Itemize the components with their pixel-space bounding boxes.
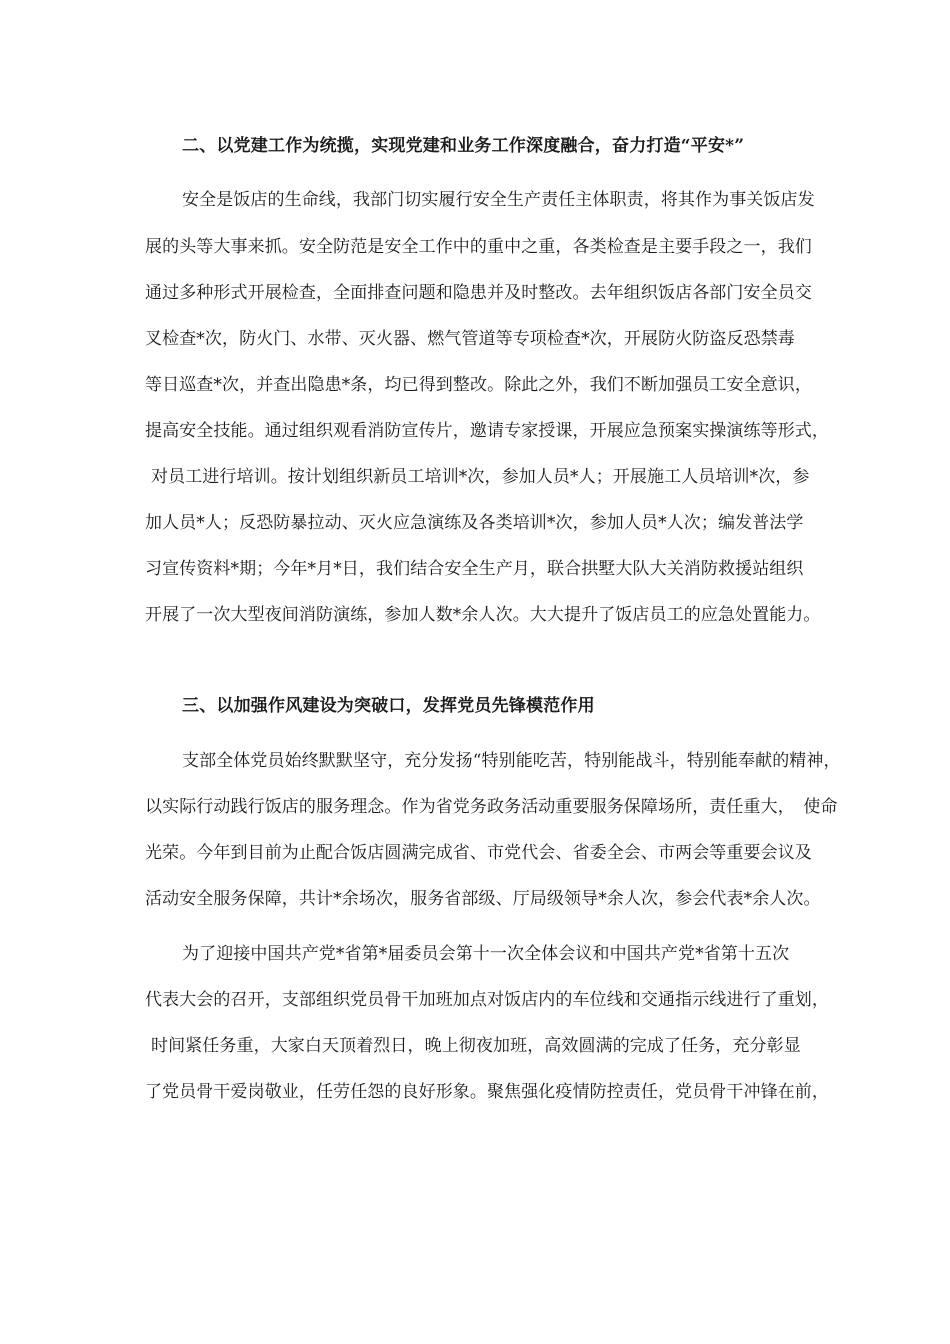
paragraph-line: 提高安全技能。通过组织观看消防宣传片，邀请专家授课，开展应急预案实操演练等形式， [145,421,829,441]
paragraph-line: 加人员*人；反恐防暴拉动、灭火应急演练及各类培训*次，参加人员*人次；编发普法学 [145,513,804,533]
paragraph-line: 开展了一次大型夜间消防演练，参加人数*余人次。大大提升了饭店员工的应急处置能力。 [145,605,821,625]
paragraph-line: 展的头等大事来抓。安全防范是安全工作中的重中之重，各类检查是主要手段之一，我们 [145,237,812,257]
paragraph-line: 代表大会的召开，支部组织党员骨干加班加点对饭店内的车位线和交通指示线进行了重划， [145,990,829,1010]
paragraph-line: 光荣。今年到目前为止配合饭店圆满完成省、市党代会、省委全会、市两会等重要会议及 [145,843,812,863]
paragraph-line: 习宣传资料*期；今年*月*日，我们结合安全生产月，联合拱墅大队大关消防救援站组织 [145,559,804,579]
paragraph-line: 活动安全服务保障，共计*余场次，服务省部级、厅局级领导*余人次，参会代表*余人次。 [145,889,821,909]
paragraph-line: 时间紧任务重，大家白天顶着烈日，晚上彻夜加班，高效圆满的完成了任务，充分彰显 [151,1036,801,1056]
paragraph-line: 等日巡查*次，并查出隐患*条，均已得到整改。除此之外，我们不断加强员工安全意识， [145,375,812,395]
section-2-heading: 二、以党建工作为统揽，实现党建和业务工作深度融合，奋力打造“平安*” [182,136,745,156]
section-3-heading: 三、以加强作风建设为突破口，发挥党员先锋模范作用 [182,696,595,716]
paragraph-line: 了党员骨干爱岗敬业，任劳任怨的良好形象。聚焦强化疫情防控责任，党员骨干冲锋在前， [145,1082,829,1102]
paragraph-line: 通过多种形式开展检查，全面排查问题和隐患并及时整改。去年组织饭店各部门安全员交 [145,283,812,303]
paragraph-line: 对员工进行培训。按计划组织新员工培训*次，参加人员*人；开展施工人员培训*次，参 [151,467,810,487]
paragraph-line: 为了迎接中国共产党*省第*届委员会第十一次全体会议和中国共产党*省第十五次 [182,944,790,964]
paragraph-line: 以实际行动践行饭店的服务理念。作为省党务政务活动重要服务保障场所，责任重大， 使命 [145,797,838,817]
paragraph-line: 支部全体党员始终默默坚守，充分发扬“特别能吃苦，特别能战斗，特别能奉献的精神， [182,751,841,771]
paragraph-line: 叉检查*次，防火门、水带、灭火器、燃气管道等专项检查*次，开展防火防盗反恐禁毒 [145,329,795,349]
paragraph-line: 安全是饭店的生命线，我部门切实履行安全生产责任主体职责，将其作为事关饭店发 [182,190,815,210]
